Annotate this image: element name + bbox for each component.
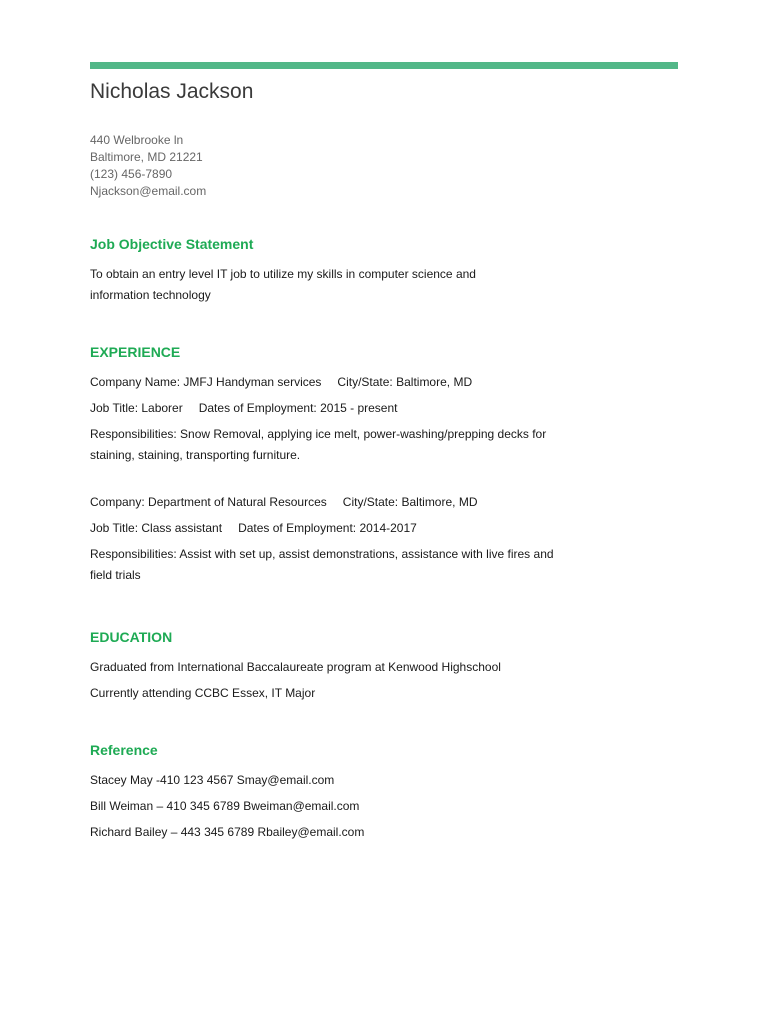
job-dates: Dates of Employment: 2015 - present: [198, 401, 398, 415]
resume-content: [90, 78, 680, 839]
objective-text: To obtain an entry level IT job to utilize my skills in computer science and information technology: [90, 267, 476, 302]
education-section: [90, 627, 680, 709]
objective-heading: Job Objective Statement: [90, 236, 254, 252]
experience-job: [90, 492, 680, 586]
contact-email: Njackson@email.com: [90, 184, 207, 198]
reference-heading: Reference: [90, 742, 158, 758]
education-heading: EDUCATION: [90, 629, 173, 645]
job-responsibilities: Responsibilities: Assist with set up, assist demonstrations, assistance with live fires and field trials: [90, 547, 554, 582]
contact-block: [90, 132, 680, 200]
job-company: Company: Department of Natural Resources: [90, 495, 327, 509]
reference-item: Richard Bailey – 443 345 6789 Rbailey@email.com: [90, 825, 365, 839]
education-item: Graduated from International Baccalaureate program at Kenwood Highschool: [90, 660, 501, 674]
reference-item: Bill Weiman – 410 345 6789 Bweiman@email.com: [90, 799, 360, 813]
job-title: Job Title: Laborer: [90, 401, 183, 415]
experience-job: [90, 372, 680, 466]
job-responsibilities: Responsibilities: Snow Removal, applying ice melt, power-washing/prepping decks for staining, staining, transporting furniture.: [90, 427, 547, 462]
resume-name: Nicholas Jackson: [90, 80, 254, 103]
contact-phone: (123) 456-7890: [90, 167, 173, 181]
job-title-line: [90, 518, 680, 539]
reference-item: Stacey May -410 123 4567 Smay@email.com: [90, 773, 335, 787]
top-accent-bar: [90, 62, 678, 69]
job-company-line: [90, 492, 680, 513]
job-location: City/State: Baltimore, MD: [342, 495, 478, 509]
experience-section: [90, 342, 680, 591]
education-item: Currently attending CCBC Essex, IT Major: [90, 686, 316, 700]
job-company: Company Name: JMFJ Handyman services: [90, 375, 322, 389]
contact-city: Baltimore, MD 21221: [90, 150, 203, 164]
contact-street: 440 Welbrooke ln: [90, 133, 184, 147]
job-company-line: [90, 372, 680, 393]
experience-heading: EXPERIENCE: [90, 344, 181, 360]
objective-section: [90, 234, 520, 306]
job-title-line: [90, 398, 680, 419]
reference-section: [90, 740, 680, 848]
job-location: City/State: Baltimore, MD: [337, 375, 473, 389]
job-title: Job Title: Class assistant: [90, 521, 223, 535]
job-dates: Dates of Employment: 2014-2017: [238, 521, 417, 535]
